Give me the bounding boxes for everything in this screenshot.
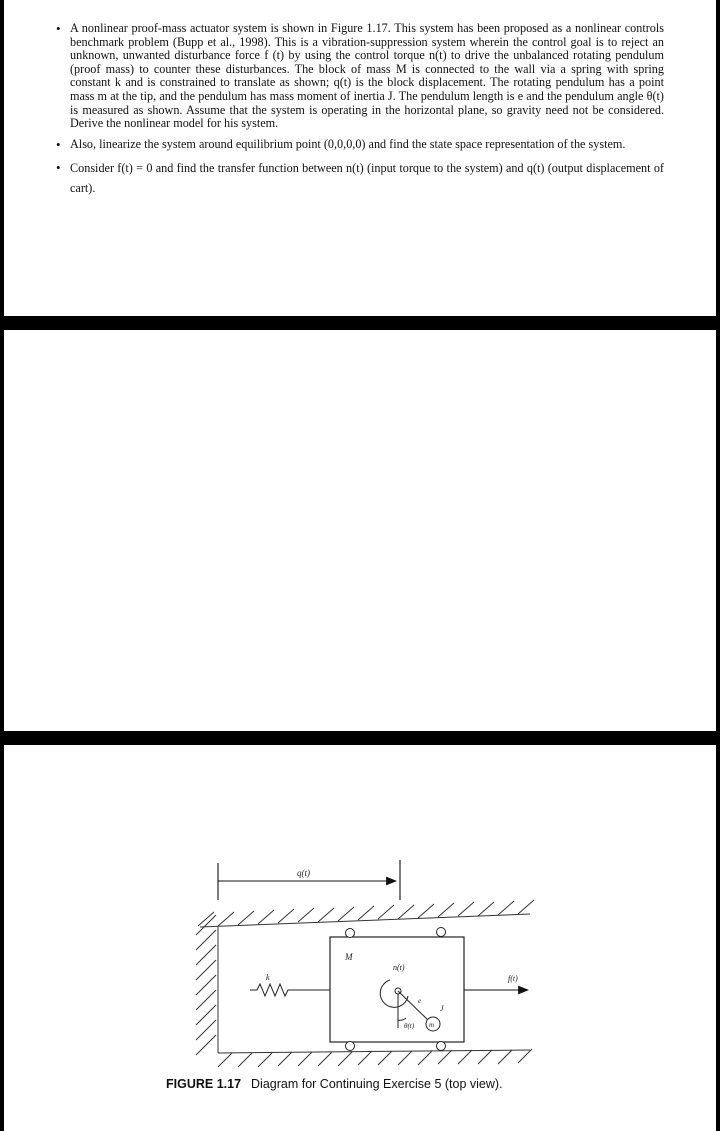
problem-item-2: • Also, linearize the system around equilibrium point (0,0,0,0) and find the state space representation of the system. xyxy=(56,138,664,152)
caption-number: FIGURE 1.17 xyxy=(166,1077,242,1091)
length-label: e xyxy=(418,997,422,1005)
problem-item-3: • Consider f(t) = 0 and find the transfer function between n(t) (input torque to the system) and q(t) (output displacement of cart). xyxy=(56,158,664,198)
torque-label: n(t) xyxy=(393,963,405,972)
angle-label: θ(t) xyxy=(404,1022,415,1030)
displacement-dimension xyxy=(218,860,400,900)
mass-label: M xyxy=(345,952,353,962)
problem-item-1: • A nonlinear proof-mass actuator system is shown in Figure 1.17. This system has been proposed as a nonlinear controls benchmark problem (Bupp et al., 1998). This is a vibration-suppression system wherein the control goal is to reject an unknown, unwanted disturbance force f (t) by using the control torque n(t) to drive the unbalanced rotating pendulum (proof mass) to counter these disturbances. The block of mass M is connected to the wall via a spring with spring constant k and is constrained to translate as shown; q(t) is the block displacement. The rotating pendulum has a point mass m at the tip, and the pendulum has mass moment of inertia J. The pendulum length is e and the pendulum angle θ(t) is measured as shown. Assume that the system is operating in the horizontal plane, so gravity need not be considered. Derive the nonlinear model for his system. xyxy=(56,22,664,131)
top-wall xyxy=(198,900,534,927)
bottom-wall xyxy=(218,1049,532,1067)
force-label: f(t) xyxy=(508,974,518,983)
point-mass-label: m xyxy=(429,1021,435,1029)
inertia-label: J xyxy=(440,1004,444,1013)
spring xyxy=(250,984,330,996)
q-label: q(t) xyxy=(297,868,310,878)
left-wall xyxy=(196,915,218,1055)
caption-text: Diagram for Continuing Exercise 5 (top view). xyxy=(251,1077,503,1091)
k-label: k xyxy=(266,973,270,982)
figure-caption xyxy=(166,1077,503,1091)
